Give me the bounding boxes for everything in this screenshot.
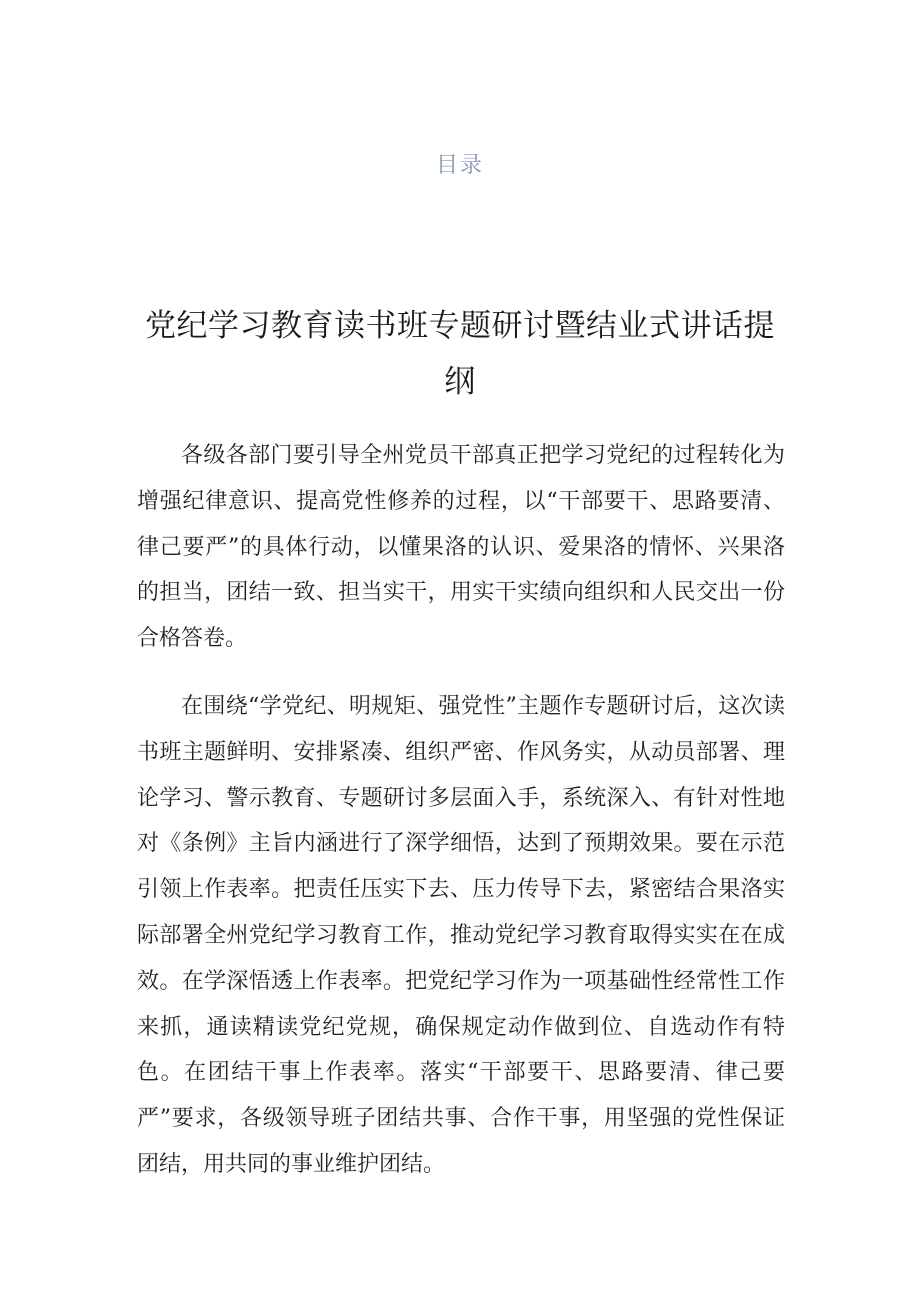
document-body	[137, 433, 785, 1210]
document-title: 党纪学习教育读书班专题研讨暨结业式讲话提纲	[145, 308, 775, 400]
paragraph-1: 各级各部门要引导全州党员干部真正把学习党纪的过程转化为增强纪律意识、提高党性修养的过程，以“干部要干、思路要清、律己要严”的具体行动，以懂果洛的认识、爱果洛的情怀、兴果洛的担当，团结一致、担当实干，用实干实绩向组织和人民交出一份合格答卷。	[137, 443, 785, 652]
paragraph-2: 在围绕“学党纪、明规矩、强党性”主题作专题研讨后，这次读书班主题鲜明、安排紧凑、组织严密、作风务实，从动员部署、理论学习、警示教育、专题研讨多层面入手，系统深入、有针对性地对《条例》主旨内涵进行了深学细悟，达到了预期效果。要在示范引领上作表率。把责任压实下去、压力传导下去，紧密结合果洛实际部署全州党纪学习教育工作，推动党纪学习教育取得实实在在成效。在学深悟透上作表率。把党纪学习作为一项基础性经常性工作来抓，通读精读党纪党规，确保规定动作做到位、自选动作有特色。在团结干事上作表率。落实“干部要干、思路要清、律己要严”要求，各级领导班子团结共事、合作干事，用坚强的党性保证团结，用共同的事业维护团结。	[137, 693, 785, 1177]
toc-heading[interactable]: 目录	[435, 153, 484, 178]
